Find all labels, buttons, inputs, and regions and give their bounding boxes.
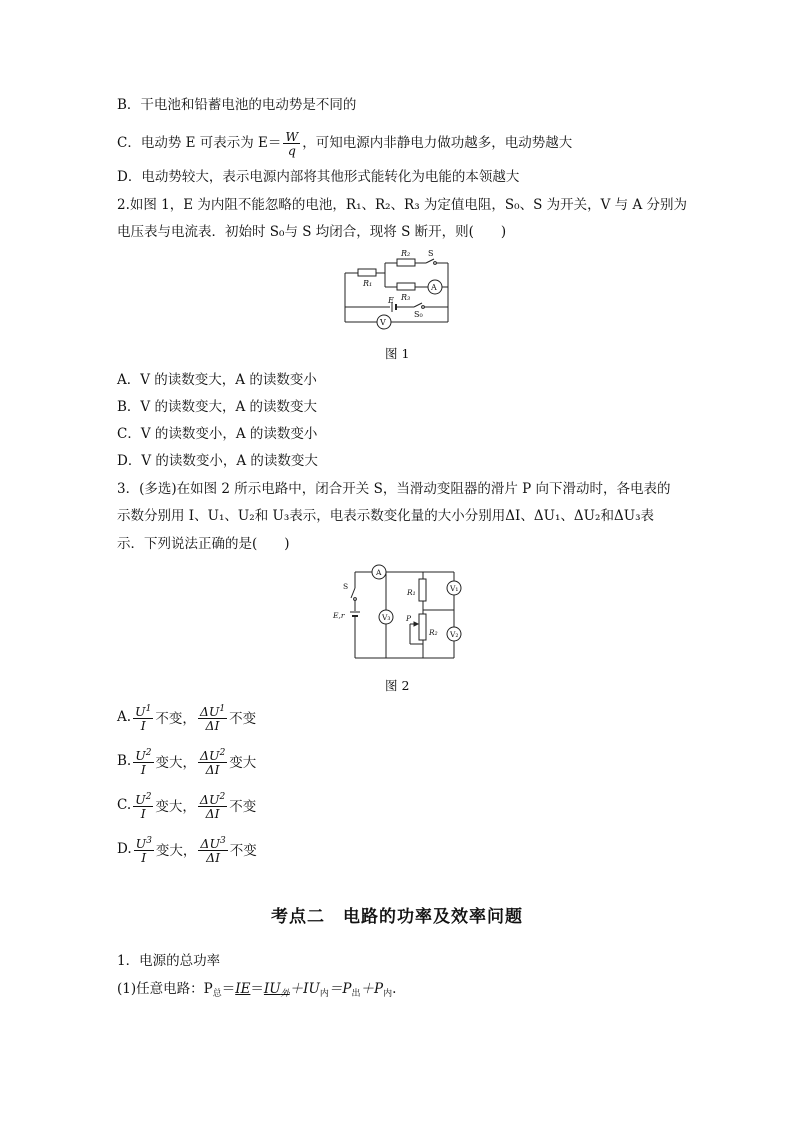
option-ratio-fraction: [133, 747, 153, 776]
label-e: E: [388, 296, 394, 305]
fraction-denominator: ΔI: [205, 761, 220, 777]
q1-option-d: D．电动势较大，表示电源内部将其他形式能转化为电能的本领越大: [117, 169, 520, 185]
fig2-label-r1: R₁: [407, 588, 416, 597]
q3-option-d: [117, 832, 257, 866]
formula-sub-total: 总: [212, 989, 222, 999]
fig2-label-s: S: [343, 582, 349, 591]
fraction-numerator: W: [285, 128, 299, 144]
fraction-denominator: I: [140, 805, 146, 821]
q2-option-c: C．V 的读数变小，A 的读数变小: [117, 426, 318, 442]
resistor-r1-shape: [358, 269, 376, 276]
figure-2-caption: 图 2: [385, 678, 410, 693]
q3-stem-line3: 示．下列说法正确的是( ): [117, 536, 290, 552]
fraction-numerator: $\Delta U^2$: [200, 747, 226, 763]
option-mid-text: 变大，: [155, 843, 197, 859]
q3-stem-line2: 示数分别用 I、U₁、U₂和 U₃表示，电表示数变化量的大小分别用ΔI、ΔU₁、ΔU₂和ΔU₃表: [117, 508, 654, 524]
fig2-label-er: E,r: [333, 611, 345, 620]
fraction-denominator: q: [287, 142, 296, 158]
option-delta-fraction: [198, 747, 227, 776]
formula-plus-p: ＋P: [360, 981, 384, 997]
q2-stem-line2: 电压表与电流表．初始时 S₀与 S 均闭合，现将 S 断开，则( ): [117, 224, 507, 240]
label-s0: S₀: [414, 310, 423, 319]
label-r2: R₂: [401, 249, 411, 258]
q3-option-a: [117, 700, 256, 734]
formula-sub-in2: 内: [383, 989, 393, 999]
fraction-denominator: I: [140, 761, 146, 777]
fraction-denominator: I: [140, 717, 146, 733]
fraction-numerator: $\Delta U^1$: [199, 703, 226, 719]
rheostat-r2-shape: [419, 614, 426, 640]
q3-stem-line1: 3．(多选)在如图 2 所示电路中，闭合开关 S，当滑动变阻器的滑片 P 向下滑动时，各电表的: [117, 481, 671, 497]
section-heading: 考点二 电路的功率及效率问题: [271, 907, 523, 927]
fig2-label-r2: R₂: [429, 628, 438, 637]
label-r3: R₃: [401, 293, 411, 302]
option-ratio-fraction: [134, 835, 154, 864]
fraction-numerator: $U^3$: [135, 835, 152, 851]
option-mid-text: 变大，: [155, 755, 196, 771]
resistor-r3-shape: [397, 283, 415, 290]
option-end-text: 不变: [229, 711, 257, 727]
label-s: S: [428, 249, 434, 258]
option-mid-text: 不变，: [155, 711, 196, 727]
section2-formula-line: [117, 980, 396, 998]
fig2-label-v1: V₁: [450, 584, 459, 593]
option-end-text: 不变: [229, 843, 257, 859]
formula-iu-out: $IU_外$: [263, 981, 290, 999]
section2-item1: 1．电源的总功率: [117, 953, 221, 969]
formula-sub-in: 内: [319, 989, 329, 999]
formula-plus-iu: ＋IU: [289, 981, 320, 997]
formula-sub-out: 出: [351, 989, 361, 999]
fraction-denominator: ΔI: [205, 717, 220, 733]
resistor-r2-shape: [397, 259, 415, 266]
q2-option-b: B．V 的读数变大，A 的读数变大: [117, 399, 318, 415]
option-delta-fraction: [198, 703, 227, 732]
option-letter: A.: [117, 709, 132, 725]
option-letter: B.: [117, 753, 132, 769]
option-delta-fraction: [198, 791, 227, 820]
figure-1-circuit: [330, 245, 460, 330]
option-end-text: 变大: [229, 755, 257, 771]
fraction-denominator: ΔI: [205, 805, 220, 821]
fraction-numerator: $U^1$: [135, 703, 152, 719]
q2-option-a: A．V 的读数变大，A 的读数变小: [117, 372, 317, 388]
q1-option-c-fraction: [283, 130, 300, 157]
option-ratio-fraction: [133, 791, 153, 820]
option-letter: D.: [117, 841, 132, 857]
q1-option-c: [117, 126, 572, 160]
formula-prefix: (1)任意电路：P: [117, 981, 213, 997]
formula-eq: ＝: [221, 981, 236, 997]
option-delta-fraction: [198, 835, 227, 864]
q3-option-c: [117, 788, 256, 822]
fraction-denominator: I: [141, 849, 147, 865]
q1-option-c-prefix: C．电动势 E 可表示为 E＝: [117, 135, 282, 151]
fraction-numerator: $\Delta U^2$: [199, 791, 226, 807]
formula-ie: IE: [235, 981, 251, 997]
resistor-r1-shape-fig2: [419, 579, 426, 601]
label-v: V: [380, 318, 386, 327]
formula-eq: ＝: [250, 981, 264, 997]
fig2-label-v2: V₂: [450, 630, 459, 639]
option-mid-text: 变大，: [155, 799, 196, 815]
fraction-numerator: $\Delta U^3$: [200, 835, 226, 851]
fig2-label-v3: V₃: [382, 613, 391, 622]
figure-2-circuit: [330, 562, 470, 664]
fraction-numerator: $U^2$: [135, 747, 152, 763]
figure-1-caption: 图 1: [385, 346, 410, 361]
option-ratio-fraction: [133, 703, 153, 732]
fig2-label-a: A: [376, 568, 382, 577]
formula-eq-p: ＝P: [328, 981, 352, 997]
fig2-label-p: P: [406, 614, 412, 623]
label-r1: R₁: [363, 279, 373, 288]
formula-end: .: [392, 981, 397, 997]
q2-option-d: D．V 的读数变小，A 的读数变大: [117, 453, 318, 469]
label-a: A: [431, 283, 437, 292]
q1-option-b: B．干电池和铅蓄电池的电动势是不同的: [117, 97, 357, 113]
q2-stem-line1: 2.如图 1，E 为内阻不能忽略的电池，R₁、R₂、R₃ 为定值电阻，S₀、S 为开关，V 与 A 分别为: [117, 197, 687, 213]
fraction-denominator: ΔI: [206, 849, 221, 865]
q1-option-c-suffix: ，可知电源内非静电力做功越多，电动势越大: [302, 135, 573, 151]
option-letter: C.: [117, 797, 132, 813]
option-end-text: 不变: [229, 799, 257, 815]
fraction-numerator: $U^2$: [135, 791, 152, 807]
q3-option-b: [117, 744, 256, 778]
